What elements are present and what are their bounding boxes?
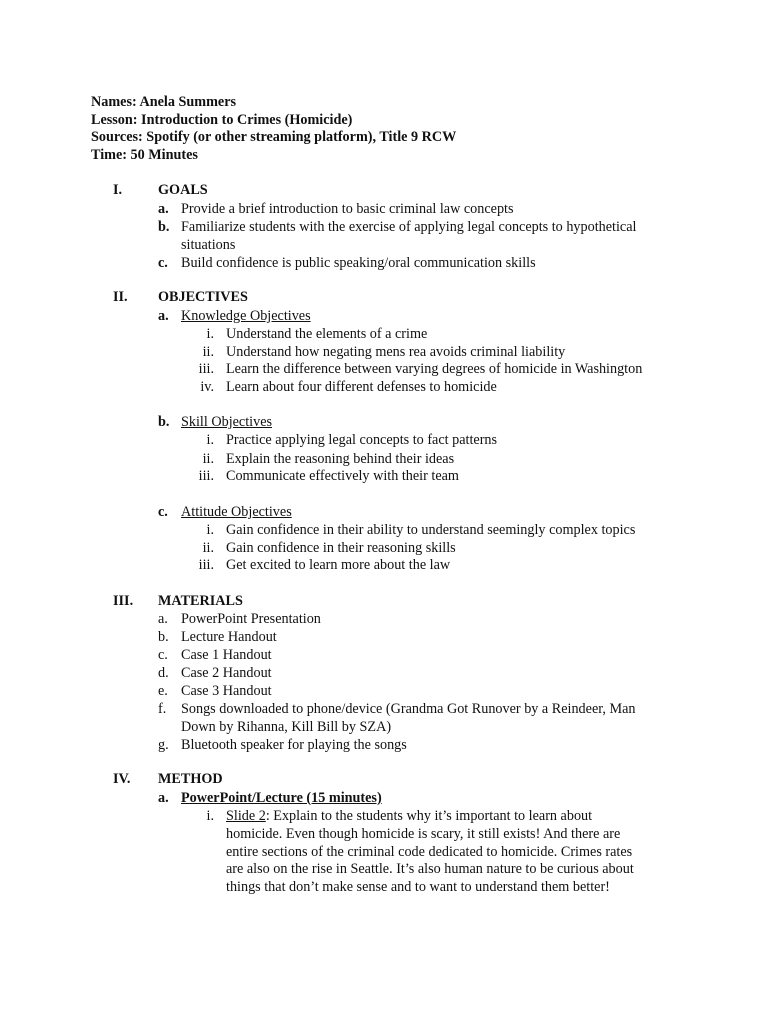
sources-line: Sources: Spotify (or other streaming platform), Title 9 RCW <box>91 129 457 145</box>
material-marker: e. <box>158 683 168 699</box>
knowledge-item-marker: iv. <box>200 379 214 395</box>
skill-item-marker: i. <box>206 432 214 448</box>
objectives-numeral: II. <box>113 289 128 305</box>
material-text: Songs downloaded to phone/device (Grandma Got Runover by a Reindeer, Man <box>181 701 636 717</box>
skill-item-marker: ii. <box>202 451 214 467</box>
skill-item-text: Explain the reasoning behind their ideas <box>226 451 455 467</box>
attitude-item-marker: iii. <box>198 557 214 573</box>
slide-reference: Slide 2 <box>226 808 266 824</box>
material-marker: g. <box>158 737 169 753</box>
method-item-text: things that don’t make sense and to want to understand them better! <box>226 879 610 895</box>
knowledge-item-text: Learn about four different defenses to homicide <box>226 379 497 395</box>
material-marker: b. <box>158 629 169 645</box>
goal-marker: c. <box>158 255 168 271</box>
skill-item-text: Practice applying legal concepts to fact patterns <box>226 432 498 448</box>
material-marker: a. <box>158 611 168 627</box>
goals-heading: GOALS <box>158 182 208 198</box>
knowledge-item-text: Learn the difference between varying degrees of homicide in Washington <box>226 361 643 377</box>
knowledge-marker: a. <box>158 308 169 324</box>
materials-numeral: III. <box>113 593 134 609</box>
lesson-line: Lesson: Introduction to Crimes (Homicide) <box>91 112 353 128</box>
method-heading: METHOD <box>158 771 223 787</box>
goal-marker: a. <box>158 201 169 217</box>
powerpoint-lecture-heading: PowerPoint/Lecture (15 minutes) <box>181 790 382 806</box>
knowledge-item-marker: iii. <box>198 361 214 377</box>
attitude-marker: c. <box>158 504 168 520</box>
skill-marker: b. <box>158 414 170 430</box>
attitude-objectives-heading: Attitude Objectives <box>181 504 292 520</box>
knowledge-item-text: Understand how negating mens rea avoids criminal liability <box>226 344 566 360</box>
method-item-text: entire sections of the criminal code dedicated to homicide. Crimes rates <box>226 844 633 860</box>
goal-text-continued: situations <box>181 237 236 253</box>
attitude-item-text: Get excited to learn more about the law <box>226 557 451 573</box>
goal-text: Familiarize students with the exercise of applying legal concepts to hypothetical <box>181 219 637 235</box>
material-text: PowerPoint Presentation <box>181 611 321 627</box>
method-item-marker: i. <box>206 808 214 824</box>
method-item-text: homicide. Even though homicide is scary, it still exists! And there are <box>226 826 621 842</box>
time-line: Time: 50 Minutes <box>91 147 198 163</box>
method-item-first-line <box>226 808 592 826</box>
goal-text: Build confidence is public speaking/oral communication skills <box>181 255 536 271</box>
material-text-continued: Down by Rihanna, Kill Bill by SZA) <box>181 719 392 735</box>
skill-item-marker: iii. <box>198 468 214 484</box>
material-text: Case 2 Handout <box>181 665 272 681</box>
material-text: Lecture Handout <box>181 629 277 645</box>
objectives-heading: OBJECTIVES <box>158 289 248 305</box>
materials-heading: MATERIALS <box>158 593 243 609</box>
goal-marker: b. <box>158 219 170 235</box>
material-text: Case 3 Handout <box>181 683 272 699</box>
method-item-text: : Explain to the students why it’s important to learn about <box>265 808 593 824</box>
attitude-item-text: Gain confidence in their reasoning skills <box>226 540 456 556</box>
attitude-item-marker: ii. <box>202 540 214 556</box>
method-numeral: IV. <box>113 771 131 787</box>
knowledge-item-text: Understand the elements of a crime <box>226 326 428 342</box>
knowledge-objectives-heading: Knowledge Objectives <box>181 308 311 324</box>
goals-numeral: I. <box>113 182 123 198</box>
material-text: Bluetooth speaker for playing the songs <box>181 737 407 753</box>
method-sub-marker: a. <box>158 790 169 806</box>
knowledge-item-marker: i. <box>206 326 214 342</box>
attitude-item-marker: i. <box>206 522 214 538</box>
goal-text: Provide a brief introduction to basic criminal law concepts <box>181 201 514 217</box>
attitude-item-text: Gain confidence in their ability to understand seemingly complex topics <box>226 522 636 538</box>
skill-item-text: Communicate effectively with their team <box>226 468 459 484</box>
material-marker: c. <box>158 647 168 663</box>
method-item-text: are also on the rise in Seattle. It’s also human nature to be curious about <box>226 861 634 877</box>
material-marker: f. <box>158 701 167 717</box>
skill-objectives-heading: Skill Objectives <box>181 414 273 430</box>
knowledge-item-marker: ii. <box>202 344 214 360</box>
names-line: Names: Anela Summers <box>91 94 237 110</box>
material-text: Case 1 Handout <box>181 647 272 663</box>
material-marker: d. <box>158 665 169 681</box>
